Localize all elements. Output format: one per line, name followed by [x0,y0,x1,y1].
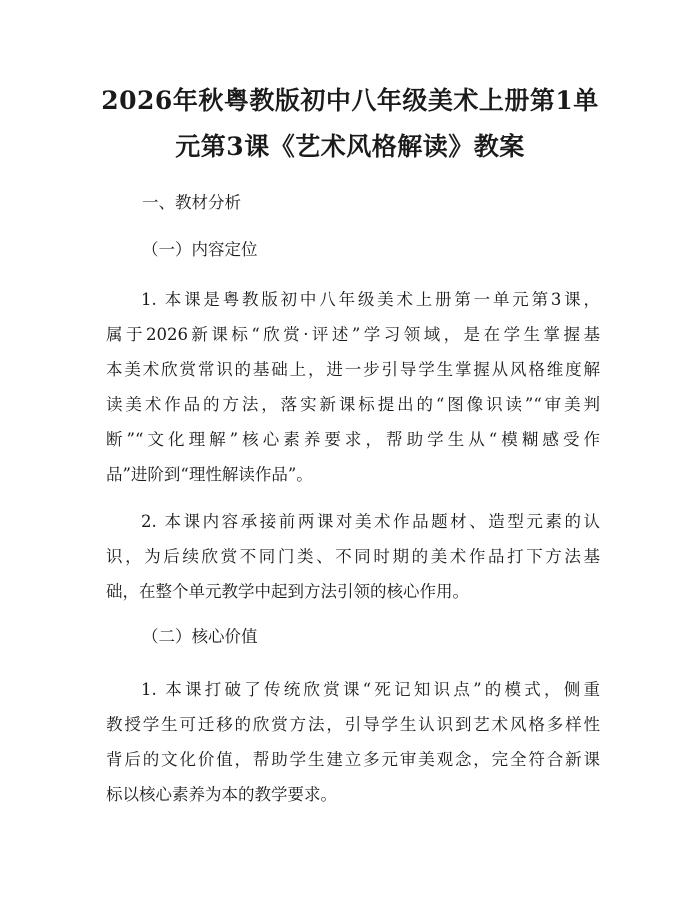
document-title [95,78,605,170]
title-line-2: 元第3课《艺术风格解读》教案 [175,132,525,161]
paragraph-line: 读美术作品的方法，落实新课标提出的“图像识读”“审美判 [106,395,600,414]
paragraph-line: 1. 本课打破了传统欣赏课“死记知识点”的模式，侧重 [141,680,600,699]
subsection-heading-core-value: （二）核心价值 [142,627,258,646]
paragraph-line: 识，为后续欣赏不同门类、不同时期的美术作品打下方法基 [106,547,600,566]
paragraph-content-positioning-2 [106,504,600,609]
paragraph-content-positioning-1 [106,282,600,492]
paragraph-line: 背后的文化价值，帮助学生建立多元审美观念，完全符合新课 [106,750,600,769]
paragraph-line: 本美术欣赏常识的基础上，进一步引导学生掌握从风格维度解 [106,360,600,379]
paragraph-line: 教授学生可迁移的欣赏方法，引导学生认识到艺术风格多样性 [106,715,600,734]
title-line-1: 2026年秋粤教版初中八年级美术上册第1单 [101,86,599,115]
paragraph-line: 础，在整个单元教学中起到方法引领的核心作用。 [106,582,469,601]
paragraph-core-value-1 [106,672,600,812]
subsection-heading-content-positioning: （一）内容定位 [142,240,258,259]
section-heading-textbook-analysis: 一、教材分析 [142,193,241,212]
paragraph-line: 标以核心素养为本的教学要求。 [106,785,337,804]
paragraph-line: 属于2026新课标“欣赏·评述”学习领域，是在学生掌握基 [106,325,600,344]
paragraph-line: 2. 本课内容承接前两课对美术作品题材、造型元素的认 [141,512,600,531]
paragraph-line: 品”进阶到“理性解读作品”。 [106,465,313,484]
paragraph-line: 1. 本课是粤教版初中八年级美术上册第一单元第3课， [141,290,600,309]
paragraph-line: 断”“文化理解”核心素养要求，帮助学生从“模糊感受作 [106,430,600,449]
